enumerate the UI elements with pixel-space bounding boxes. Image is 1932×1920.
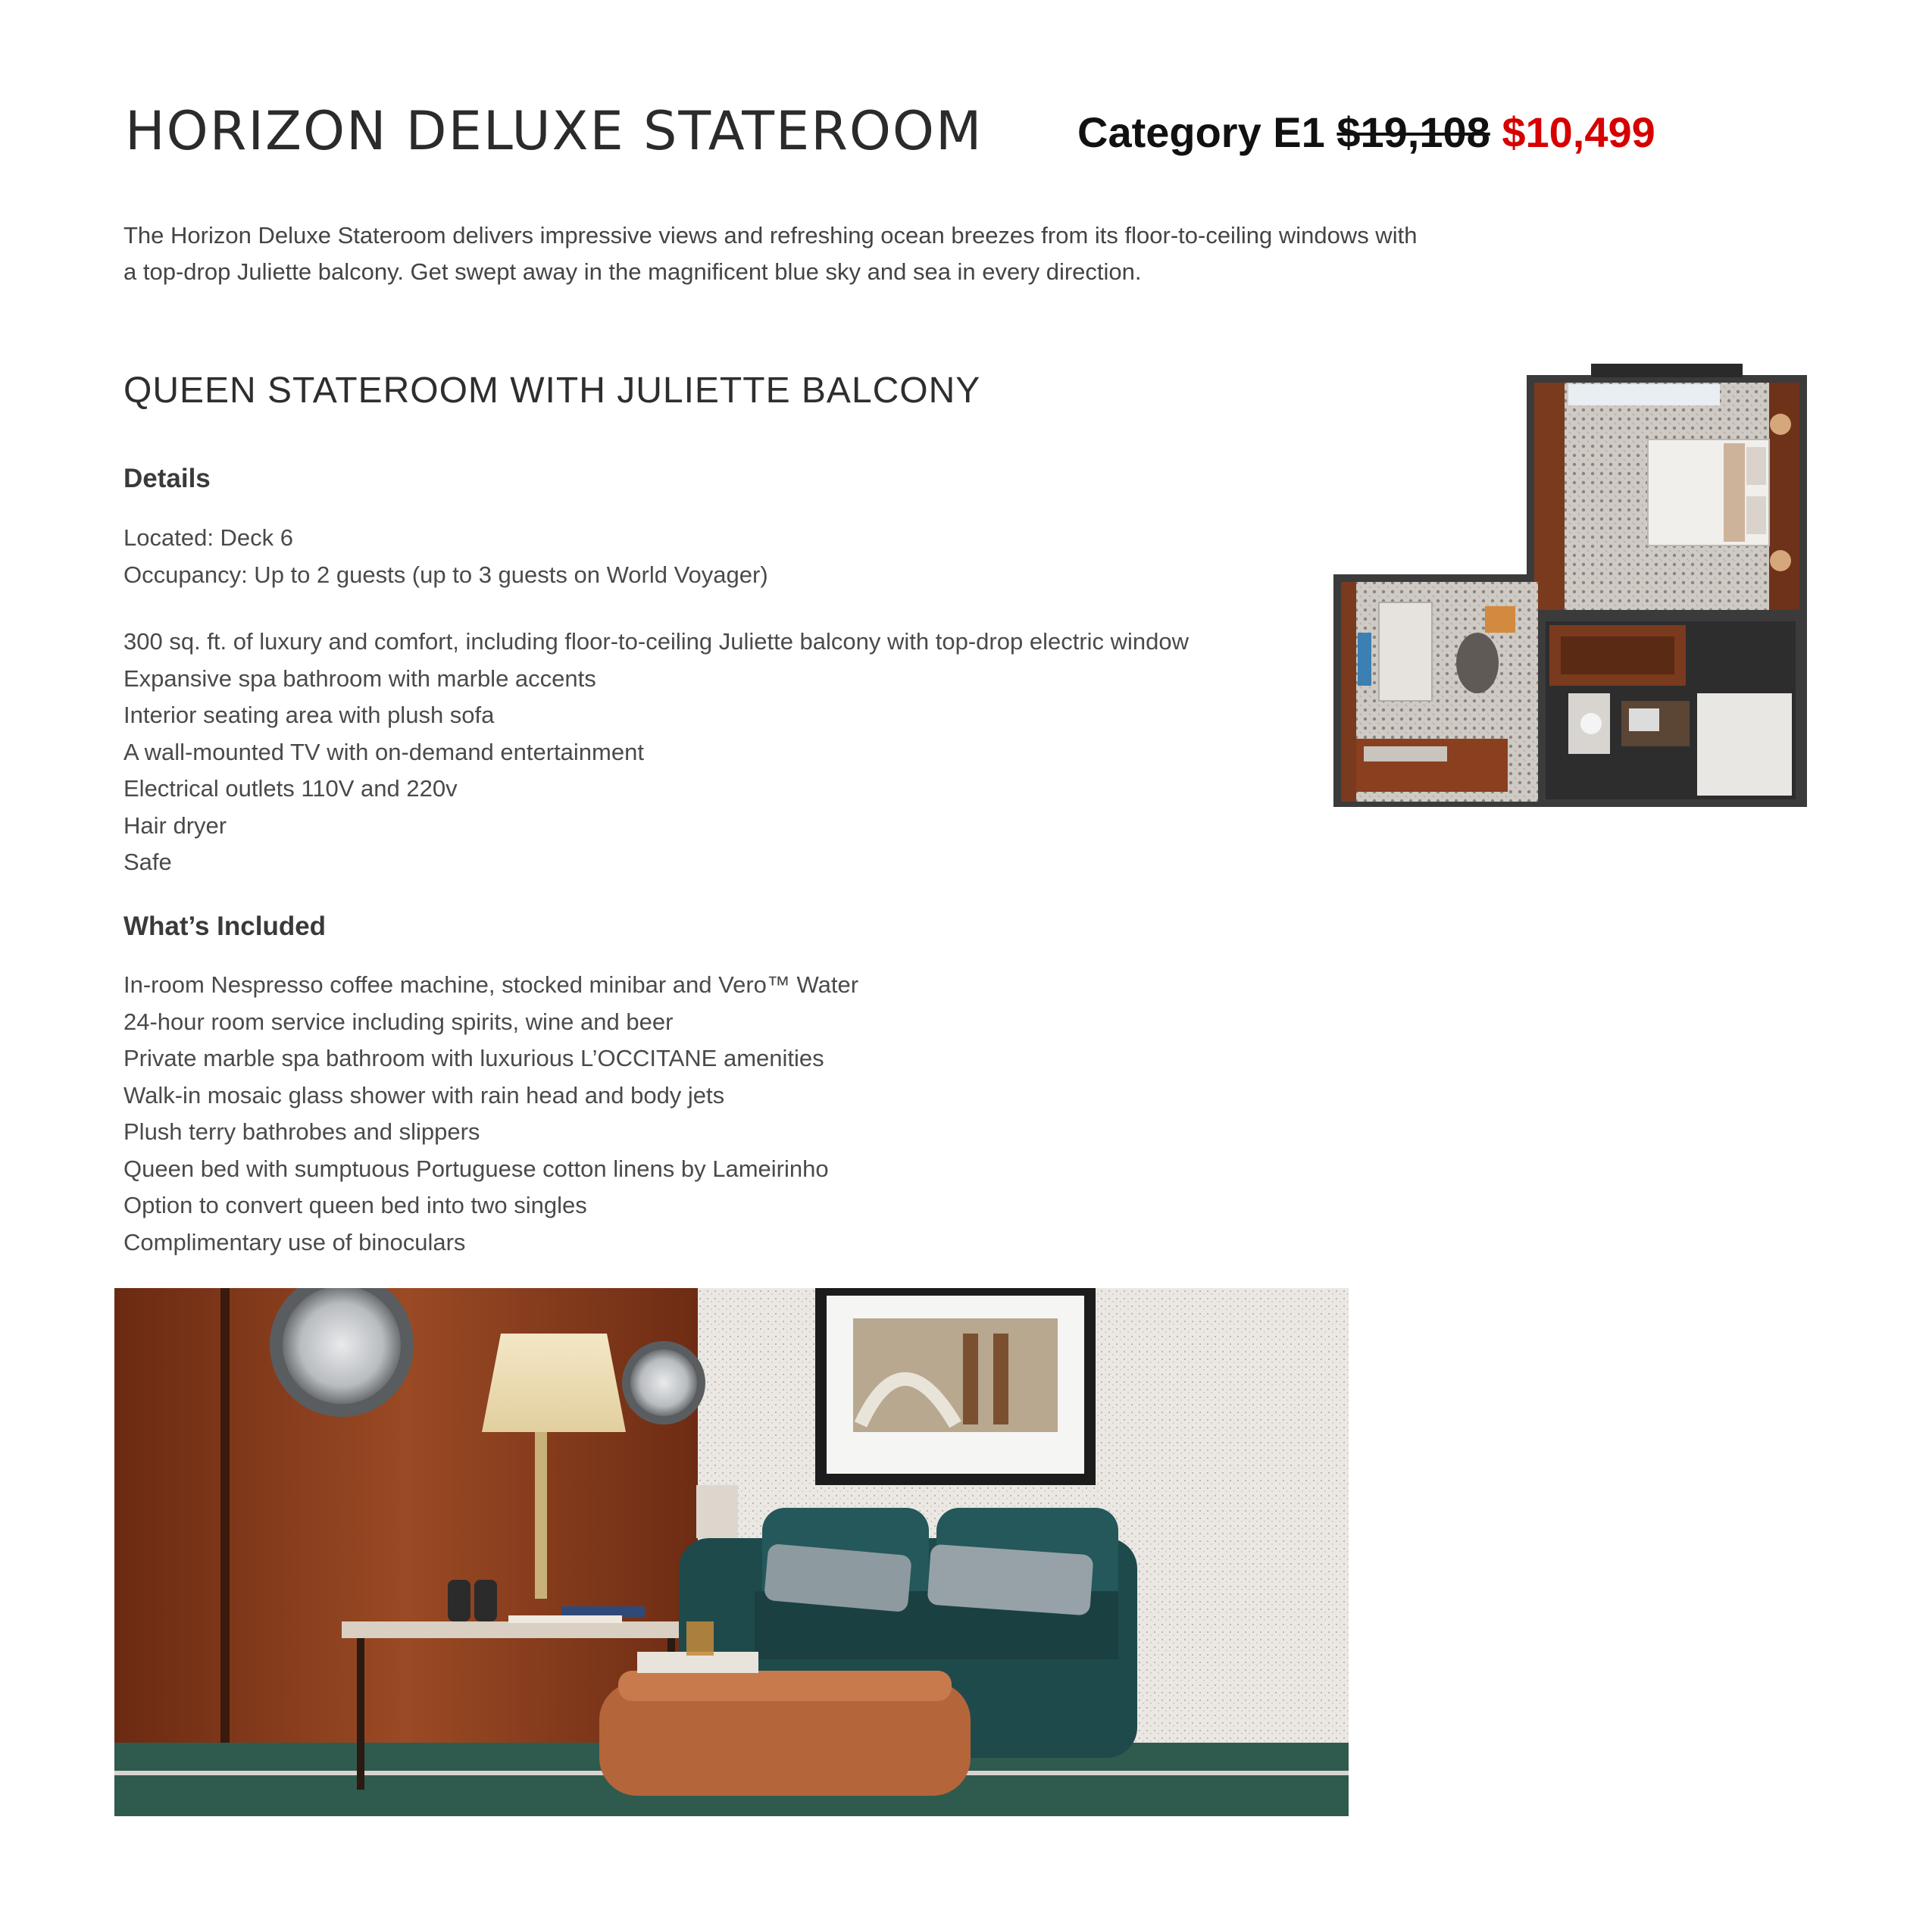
- list-item: Occupancy: Up to 2 guests (up to 3 guests on World Voyager): [123, 561, 768, 588]
- stateroom-photo-illustration: [114, 1288, 1349, 1816]
- list-item: In-room Nespresso coffee machine, stocked minibar and Vero™ Water: [123, 971, 859, 998]
- included-list: [123, 967, 858, 1261]
- details-heading: Details: [123, 464, 211, 493]
- list-item: Option to convert queen bed into two singles: [123, 1192, 587, 1218]
- list-item: Expansive spa bathroom with marble accents: [123, 664, 596, 692]
- list-item: Complimentary use of binoculars: [123, 1228, 466, 1256]
- list-item: 300 sq. ft. of luxury and comfort, including floor-to-ceiling Juliette balcony with top-drop electric window: [123, 628, 1190, 655]
- original-price: $19,108: [1336, 108, 1490, 156]
- intro-paragraph: The Horizon Deluxe Stateroom delivers impressive views and refreshing ocean breezes from its floor-to-ceiling windows with a top-drop Juliette balcony. Get swept away in the magnificent blue sky and sea in every direction.: [123, 222, 1418, 285]
- room-type-heading: QUEEN STATEROOM WITH JULIETTE BALCONY: [123, 371, 981, 411]
- price-line: [1077, 108, 1655, 157]
- list-item: Safe: [123, 849, 172, 875]
- list-item: Walk-in mosaic glass shower with rain head and body jets: [123, 1081, 725, 1109]
- floor-plan-image: [1333, 360, 1818, 815]
- page-title: HORIZON DELUXE STATEROOM: [125, 100, 983, 162]
- list-item: Interior seating area with plush sofa: [123, 702, 495, 728]
- list-item: Hair dryer: [123, 811, 227, 839]
- list-item: Located: Deck 6: [123, 524, 294, 551]
- list-item: Queen bed with sumptuous Portuguese cotton linens by Lameirinho: [123, 1155, 829, 1182]
- included-heading: What’s Included: [123, 912, 327, 941]
- list-item: A wall-mounted TV with on-demand entertainment: [123, 738, 644, 765]
- category-label: Category E1: [1077, 108, 1325, 156]
- sale-price: $10,499: [1502, 108, 1655, 156]
- list-item: 24-hour room service including spirits, wine and beer: [123, 1008, 674, 1035]
- list-item: Private marble spa bathroom with luxurious L’OCCITANE amenities: [123, 1045, 824, 1071]
- details-features-list: [123, 624, 1189, 881]
- details-basic-list: [123, 520, 768, 593]
- list-item: Electrical outlets 110V and 220v: [123, 775, 458, 802]
- stateroom-photo: [114, 1288, 1349, 1816]
- list-item: Plush terry bathrobes and slippers: [123, 1118, 480, 1145]
